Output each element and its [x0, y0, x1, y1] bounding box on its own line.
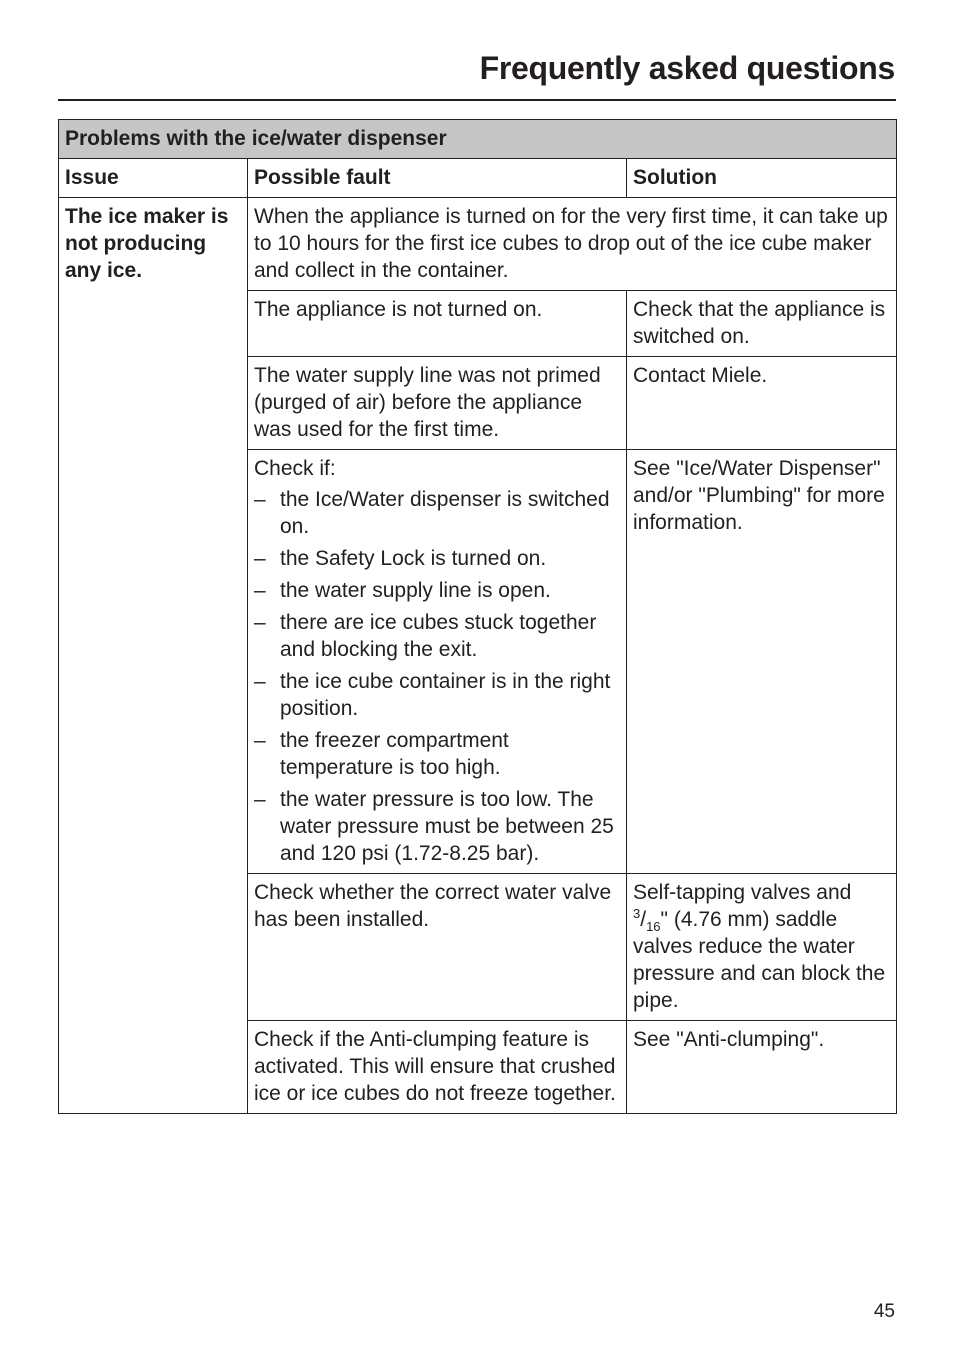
fault-cell: Check whether the correct water valve has been installed. — [248, 874, 627, 1021]
fault-cell: The appliance is not turned on. — [248, 291, 627, 357]
title-divider — [58, 99, 896, 101]
solution-text-suffix: " (4.76 mm) saddle valves reduce the water pressure and can block the pipe. — [633, 908, 886, 1012]
issue-cell: The ice maker is not producing any ice. — [59, 198, 248, 1114]
list-item — [254, 786, 621, 867]
dash-bullet: – — [254, 611, 266, 634]
column-header-solution: Solution — [627, 159, 897, 198]
section-title: Problems with the ice/water dispenser — [59, 120, 897, 159]
solution-cell: See "Ice/Water Dispenser" and/or "Plumbing" for more information. — [627, 450, 897, 874]
dash-bullet: – — [254, 788, 266, 811]
list-item — [254, 545, 621, 572]
list-item — [254, 668, 621, 722]
solution-cell: See "Anti-clumping". — [627, 1021, 897, 1114]
fault-cell: Check if the Anti-clumping feature is activated. This will ensure that crushed ice or ice cubes do not freeze together. — [248, 1021, 627, 1114]
section-header-row — [59, 120, 897, 159]
fraction-numerator: 3 — [633, 906, 641, 921]
fault-cell: The water supply line was not primed (purged of air) before the appliance was used for the first time. — [248, 357, 627, 450]
check-item-text: there are ice cubes stuck together and blocking the exit. — [280, 611, 597, 661]
check-item-text: the ice cube container is in the right position. — [280, 670, 611, 720]
fault-cell-checklist — [248, 450, 627, 874]
list-item — [254, 727, 621, 781]
check-item-text: the Safety Lock is turned on. — [280, 547, 547, 570]
solution-cell: Check that the appliance is switched on. — [627, 291, 897, 357]
faq-table — [58, 119, 897, 1114]
check-item-text: the water pressure is too low. The water pressure must be between 25 and 120 psi (1.72-8.25 bar). — [280, 788, 614, 865]
page-number: 45 — [873, 1301, 895, 1322]
fraction-denominator: 16 — [646, 919, 661, 935]
check-item-text: the water supply line is open. — [280, 579, 551, 602]
list-item — [254, 609, 621, 663]
check-list — [254, 486, 621, 867]
list-item — [254, 577, 621, 604]
dash-bullet: – — [254, 547, 266, 570]
list-item — [254, 486, 621, 540]
check-if-label: Check if: — [254, 457, 336, 480]
solution-text-prefix: Self-tapping valves and — [633, 881, 852, 904]
check-item-text: the freezer compartment temperature is too high. — [280, 729, 509, 779]
solution-cell: Contact Miele. — [627, 357, 897, 450]
dash-bullet: – — [254, 579, 266, 602]
dash-bullet: – — [254, 670, 266, 693]
column-header-row — [59, 159, 897, 198]
page-title: Frequently asked questions — [479, 50, 895, 86]
table-row — [59, 198, 897, 291]
column-header-possible-fault: Possible fault — [248, 159, 627, 198]
fraction-slash: / — [640, 908, 647, 931]
dash-bullet: – — [254, 488, 266, 511]
dash-bullet: – — [254, 729, 266, 752]
solution-cell-valves — [627, 874, 897, 1021]
column-header-issue: Issue — [59, 159, 248, 198]
intro-fault-cell: When the appliance is turned on for the very first time, it can take up to 10 hours for the first ice cubes to drop out of the ice cube maker and collect in the container. — [248, 198, 897, 291]
check-item-text: the Ice/Water dispenser is switched on. — [280, 488, 610, 538]
